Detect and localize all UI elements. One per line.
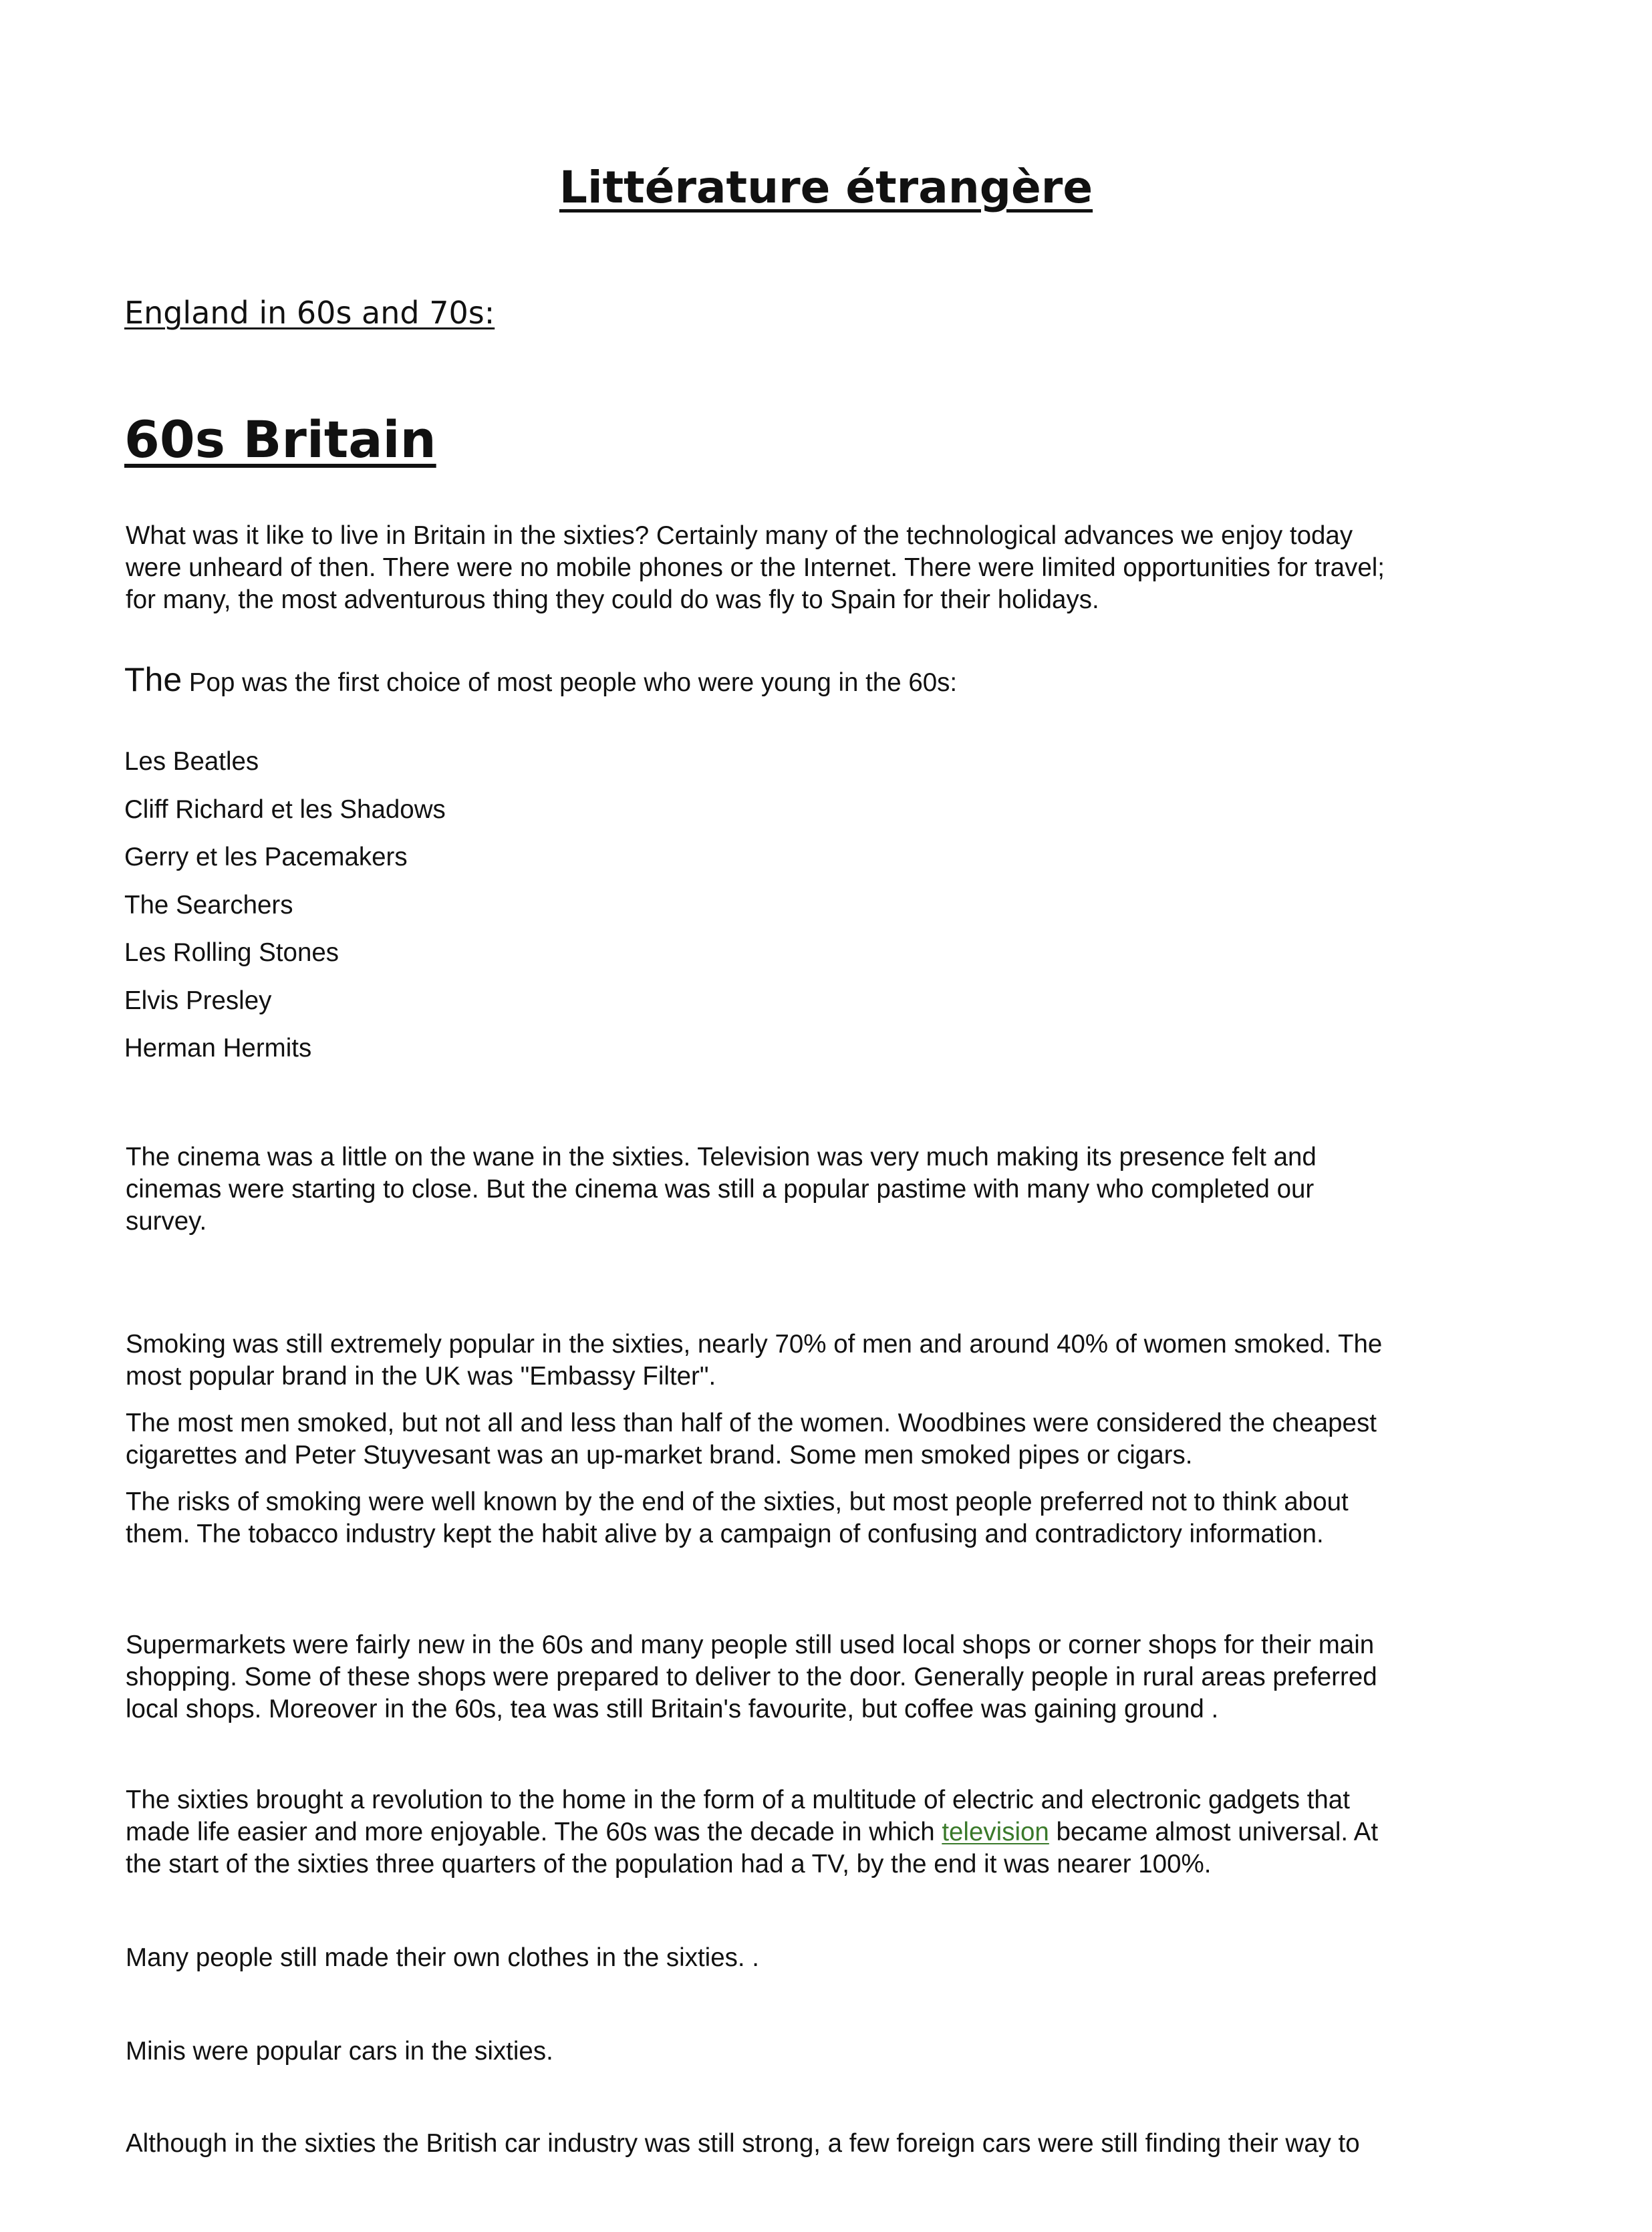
television-link[interactable]: television — [942, 1818, 1049, 1846]
section-heading: 60s Britain — [124, 410, 436, 469]
list-item: The Searchers — [124, 890, 293, 920]
gadgets-text-after: became almost universal. At the start of the sixties three quarters of the population had a TV, by the end it was nearer 100%. — [126, 1818, 1379, 1878]
bands-list — [124, 742, 446, 1077]
list-item: Les Rolling Stones — [124, 938, 339, 967]
clothes-paragraph: Many people still made their own clothes in the sixties. . — [126, 1943, 759, 1972]
gadgets-paragraph — [126, 1784, 1542, 1880]
list-item: Elvis Presley — [124, 986, 272, 1015]
list-item: Gerry et les Pacemakers — [124, 843, 408, 871]
list-item: Les Beatles — [124, 747, 259, 776]
cars-paragraph: Although in the sixties the British car industry was still strong, a few foreign cars were still finding their way to — [126, 2129, 1360, 2158]
minis-paragraph: Minis were popular cars in the sixties. — [126, 2037, 553, 2066]
smoking-paragraph-1: Smoking was still extremely popular in the sixties, nearly 70% of men and around 40% of women smoked. The most popular brand in the UK was "Embassy Filter". — [126, 1330, 1383, 1391]
gadgets-text-before: The sixties brought a revolution to the home in the form of a multitude of electric and electronic gadgets that made life easier and more enjoyable. The 60s was the decade in which — [126, 1786, 1350, 1846]
smoking-paragraph-2: The most men smoked, but not all and less than half of the women. Woodbines were considered the cheapest cigarettes and Peter Stuyvesant was an up-market brand. Some men smoked pipes or cigars. — [126, 1409, 1377, 1470]
pop-lead-paragraph — [124, 660, 957, 702]
smoking-paragraph-3: The risks of smoking were well known by the end of the sixties, but most people preferred not to think about them. The tobacco industry kept the habit alive by a campaign of confusing and contradictory information. — [126, 1488, 1349, 1548]
document-subtitle: England in 60s and 70s: — [124, 295, 495, 331]
cinema-paragraph: The cinema was a little on the wane in the sixties. Television was very much making its presence felt and cinemas were starting to close. But the cinema was still a popular pastime with many who completed our survey. — [126, 1143, 1317, 1236]
intro-paragraph: What was it like to live in Britain in the sixties? Certainly many of the technological advances we enjoy today were unheard of then. There were no mobile phones or the Internet. There were limited opportunities for travel; for many, the most adventurous thing they could do was fly to Spain for their holidays. — [126, 521, 1385, 614]
document-title: Littérature étrangère — [559, 162, 1093, 213]
list-item: Herman Hermits — [124, 1034, 312, 1063]
supermarkets-paragraph: Supermarkets were fairly new in the 60s and many people still used local shops or corner shops for their main shopping. Some of these shops were prepared to deliver to the door. Generally people in rural areas preferred local shops. Moreover in the 60s, tea was still Britain's favourite, but coffee was gaining ground . — [126, 1631, 1377, 1723]
list-item: Cliff Richard et les Shadows — [124, 795, 446, 824]
pop-lead-text: Pop was the first choice of most people who were young in the 60s: — [182, 668, 958, 697]
pop-lead-word: The — [124, 661, 182, 698]
